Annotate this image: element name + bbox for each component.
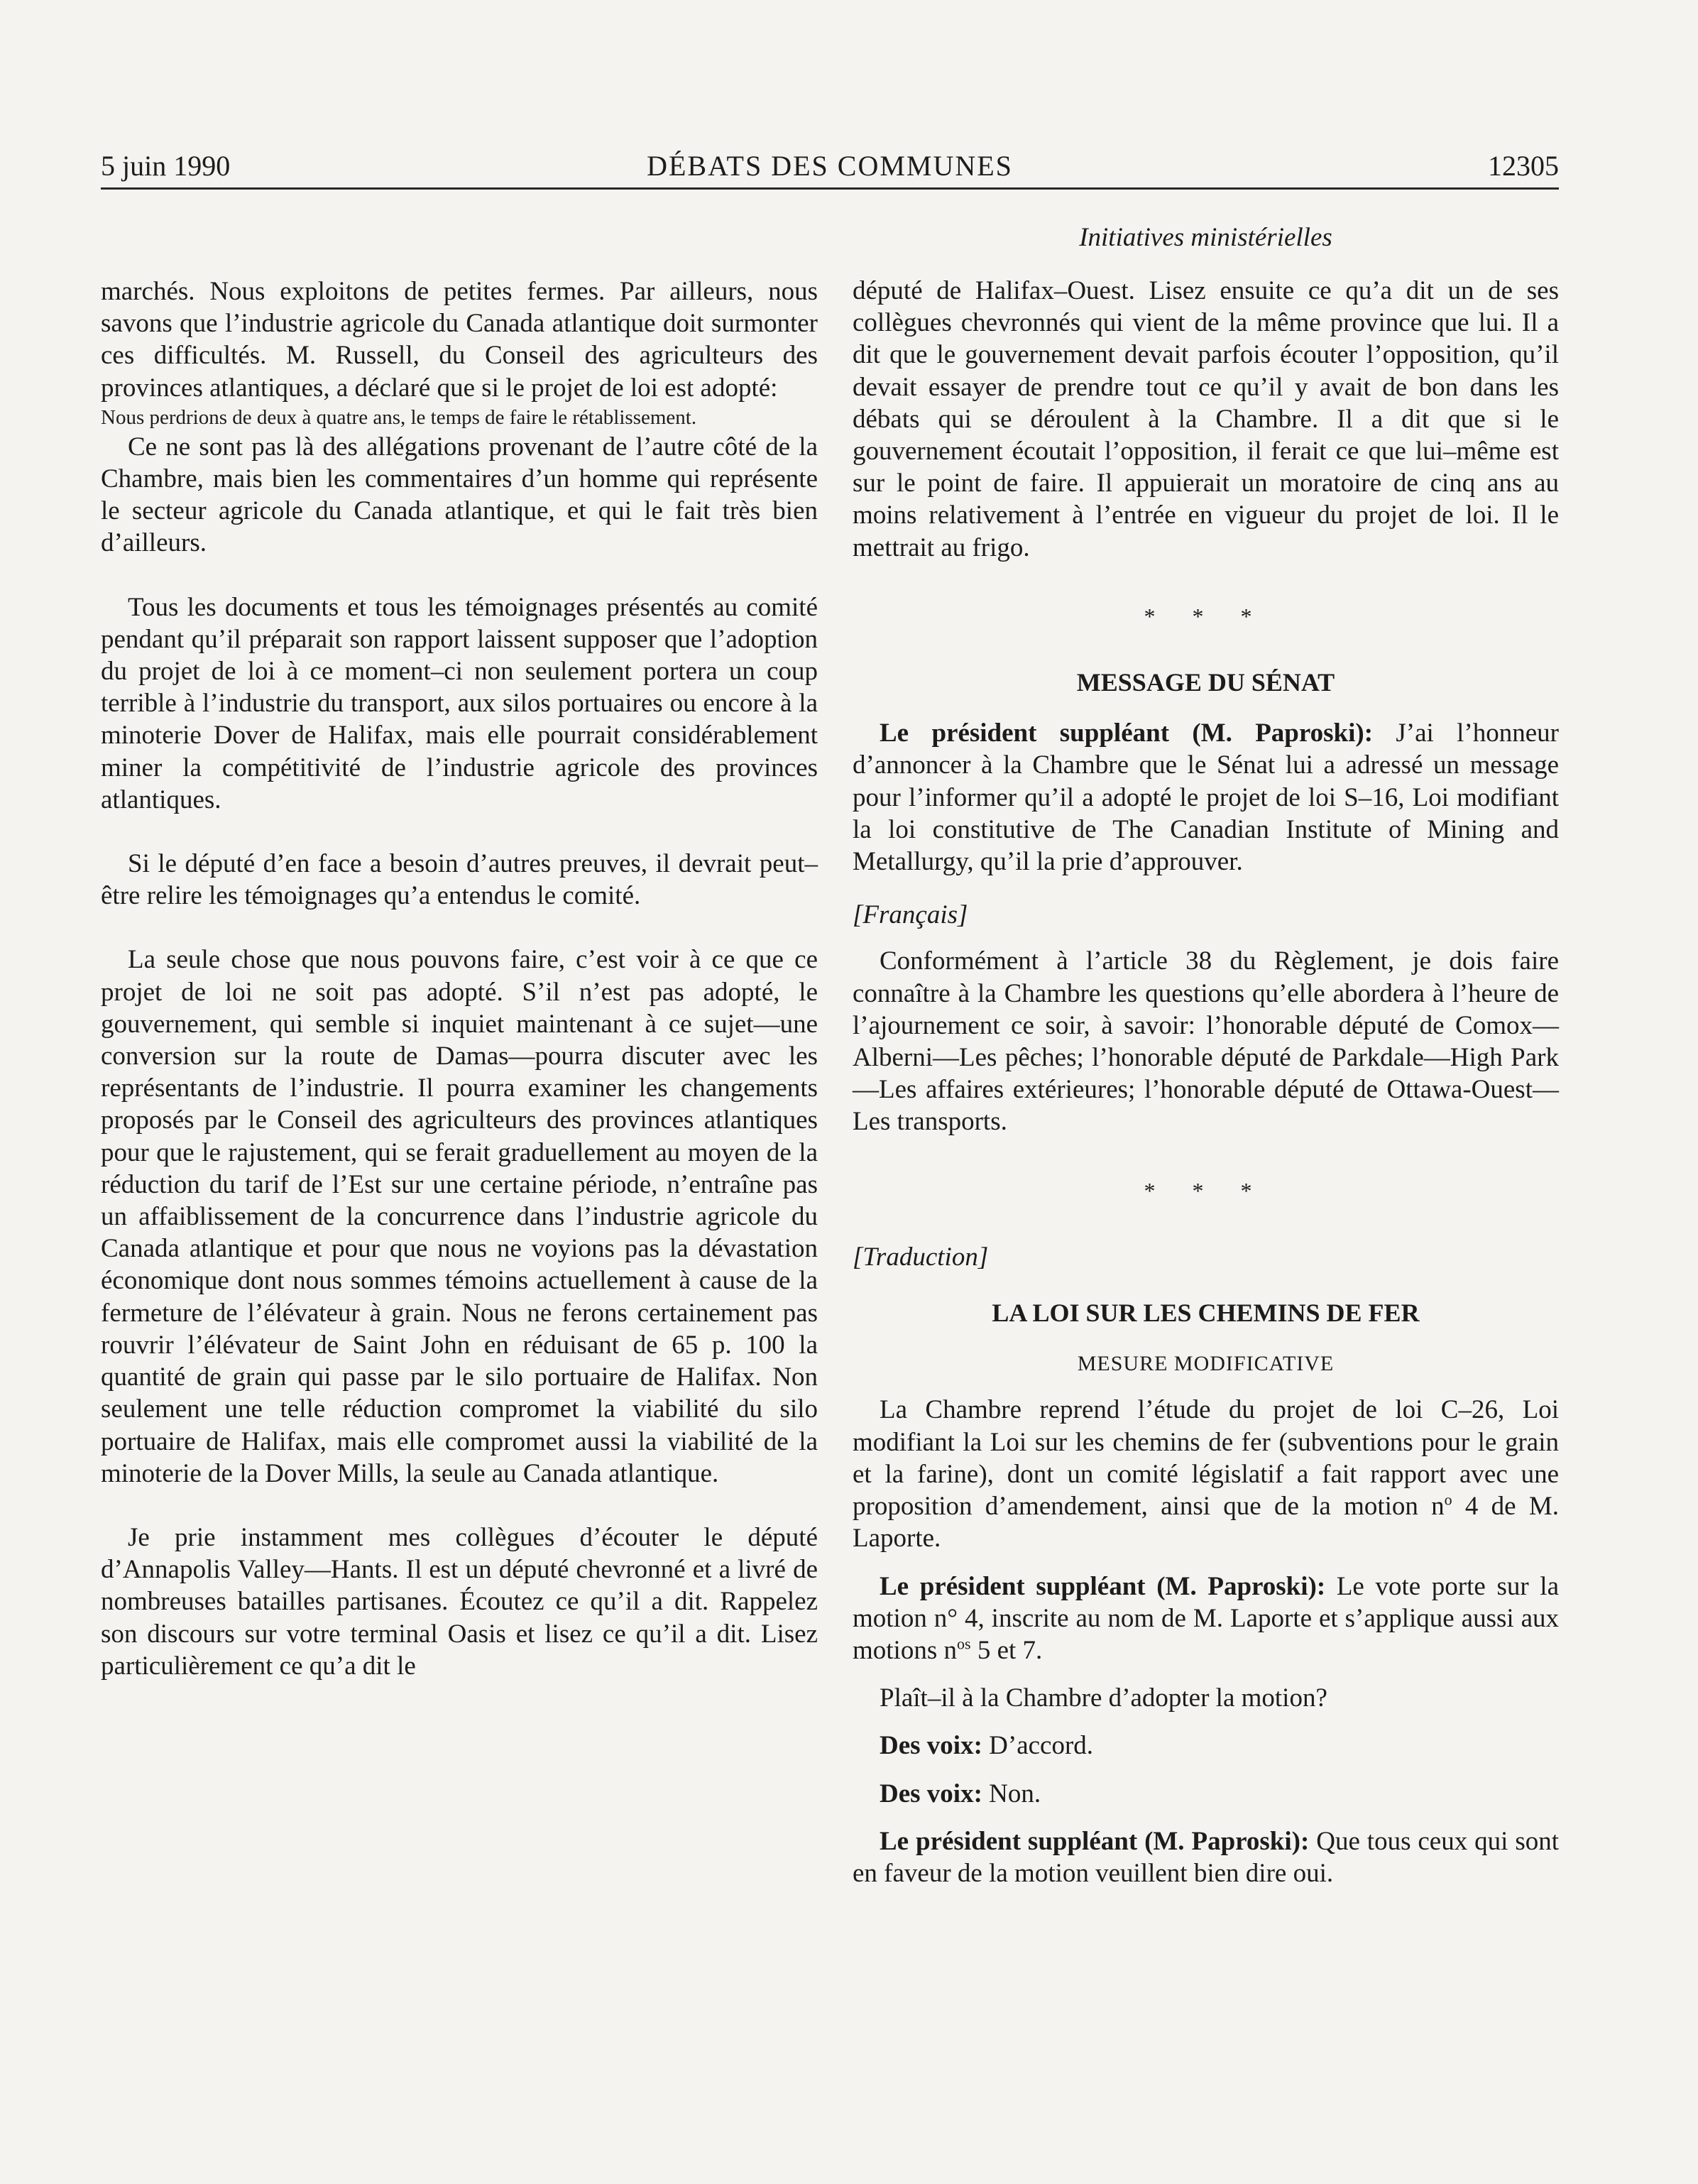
speech-text: Non. bbox=[989, 1779, 1041, 1808]
left-column bbox=[101, 275, 818, 1682]
paragraph bbox=[853, 1394, 1559, 1554]
speaker-name: Le président suppléant (M. Paproski): bbox=[880, 1571, 1326, 1601]
paragraph bbox=[853, 1730, 1559, 1762]
language-marker: [Traduction] bbox=[853, 1242, 989, 1272]
paragraph bbox=[853, 1571, 1559, 1667]
section-title: LA LOI SUR LES CHEMINS DE FER bbox=[992, 1299, 1420, 1328]
paragraph: Plaît–il à la Chambre d’adopter la motion? bbox=[880, 1683, 1327, 1713]
paragraph: Je prie instamment mes collègues d’écouter le député d’Annapolis Valley—Hants. Il est un député chevronné et a livré de nombreuses batailles partisanes. Écoutez ce qu’il a dit. Rappelez son discours sur votre terminal Oasis et lisez ce qu’il a dit. Lisez particulièrement ce qu’a dit le bbox=[101, 1522, 818, 1681]
section-heading: Initiatives ministérielles bbox=[1079, 223, 1332, 252]
speaker-name: Le président suppléant (M. Paproski): bbox=[880, 719, 1374, 748]
speaker-name: Des voix: bbox=[880, 1731, 982, 1761]
section-separator: * * * bbox=[1144, 1177, 1268, 1203]
speech-text: D’accord. bbox=[989, 1731, 1094, 1761]
speaker-name: Le président suppléant (M. Paproski): bbox=[880, 1826, 1310, 1856]
paragraph: marchés. Nous exploitons de petites fermes. Par ailleurs, nous savons que l’industrie agricole du Canada atlantique doit surmonter ces difficultés. M. Russell, du Conseil des agriculteurs des provinces atlantiques, a déclaré que si le projet de loi est adopté: bbox=[101, 277, 818, 403]
block-quote: Nous perdrions de deux à quatre ans, le temps de faire le rétablissement. bbox=[101, 405, 697, 429]
right-column bbox=[853, 222, 1559, 1889]
section-separator: * * * bbox=[1144, 603, 1268, 629]
speech-text: 5 et 7. bbox=[970, 1635, 1043, 1665]
section-subtitle: MESURE MODIFICATIVE bbox=[1077, 1352, 1335, 1376]
header-title: DÉBATS DES COMMUNES bbox=[647, 150, 1013, 182]
superscript: os bbox=[957, 1634, 971, 1653]
paragraph bbox=[853, 1825, 1559, 1889]
paragraph: Si le député d’en face a besoin d’autres preuves, il devrait peut–être relire les témoignages qu’a entendus le comité. bbox=[101, 849, 818, 911]
header-page-number: 12305 bbox=[1488, 150, 1559, 182]
paragraph: La seule chose que nous pouvons faire, c’est voir à ce que ce projet de loi ne soit pas adopté. S’il n’est pas adopté, le gouvernement, qui semble si inquiet maintenant à ce sujet—une conversion sur la route de Damas—pourra discuter avec les représentants de l’industrie. Il pourra examiner les changements proposés par le Conseil des agriculteurs des provinces atlantiques pour que le rajustement, qui se ferait graduellement au moyen de la réduction du tarif de l’Est sur une certaine période, n’entraîne pas un affaiblissement de la concurrence dans l’industrie agricole du Canada atlantique et pour que nous ne voyions pas la dévastation économique dont nous sommes témoins actuellement à cause de la fermeture de l’élévateur à grain. Nous ne ferons certainement pas rouvrir l’élévateur de Saint John en réduisant de 65 p. 100 la quantité de grain qui passe par le silo portuaire de Halifax. Non seulement une telle réduction compromet la viabilité du silo portuaire de Halifax, mais elle compromet aussi la viabilité de la minoterie de la Dover Mills, la seule au Canada atlantique. bbox=[101, 945, 818, 1488]
header-date: 5 juin 1990 bbox=[101, 150, 231, 182]
paragraph: Tous les documents et tous les témoignages présentés au comité pendant qu’il préparait son rapport laissent supposer que l’adoption du projet de loi à ce moment–ci non seulement portera un coup terrible à l’industrie du transport, aux silos portuaires ou encore à la minoterie Dover de Halifax, mais elle pourrait considérablement miner la compétitivité de l’industrie agricole des provinces atlantiques. bbox=[101, 592, 818, 814]
speech-text: J’ai l’honneur d’annoncer à la Chambre que le Sénat lui a adressé un message pour l’informer qu’il a adopté le projet de loi S–16, Loi modifiant la loi constitutive de The Canadian Institute of Mining and Metallurgy, qu’il la prie d’approuver. bbox=[853, 719, 1559, 877]
section-title: MESSAGE DU SÉNAT bbox=[1076, 668, 1335, 697]
paragraph bbox=[853, 717, 1559, 878]
text: La Chambre reprend l’étude du projet de loi C–26, Loi modifiant la Loi sur les chemins de fer (subventions pour le grain et la farine), dont un comité législatif a fait rapport avec une proposition d’amendement, ainsi que de la motion n bbox=[853, 1395, 1559, 1522]
paragraph: député de Halifax–Ouest. Lisez ensuite ce qu’a dit un de ses collègues chevronnés qui vient de la même province que lui. Il a dit que le gouvernement devait parfois écouter l’opposition, qu’il devait essayer de prendre tout ce qu’il y avait de bon dans les débats qui se déroulent à la Chambre. Il a dit que si le gouvernement écoutait l’opposition, il ferait ce que lui–même est sur le point de faire. Il appuierait un moratoire de cinq ans au moins relativement à l’entrée en vigueur du projet de loi. Il le mettrait au frigo. bbox=[853, 276, 1559, 562]
language-marker: [Français] bbox=[853, 900, 968, 930]
superscript: o bbox=[1444, 1490, 1452, 1509]
paragraph bbox=[853, 1778, 1559, 1810]
speech-text: Que tous ceux qui sont en faveur de la motion veuillent bien dire oui. bbox=[853, 1826, 1560, 1888]
paragraph: Conformément à l’article 38 du Règlement, je dois faire connaître à la Chambre les questions qu’elle abordera à l’heure de l’ajournement ce soir, à savoir: l’honorable député de Comox—Alberni—Les pêches; l’honorable député de Parkdale—High Park—Les affaires extérieures; l’honorable député de Ottawa-Ouest—Les transports. bbox=[853, 946, 1559, 1137]
paragraph: Ce ne sont pas là des allégations provenant de l’autre côté de la Chambre, mais bien les commentaires d’un homme qui représente le secteur agricole du Canada atlantique, et qui le fait très bien d’ailleurs. bbox=[101, 432, 818, 558]
page-header bbox=[101, 145, 1559, 190]
text: 4 de M. Laporte. bbox=[853, 1492, 1559, 1554]
speaker-name: Des voix: bbox=[880, 1779, 982, 1808]
speech-text: Le vote porte sur la motion n° 4, inscrite au nom de M. Laporte et s’applique aussi aux motions n bbox=[853, 1571, 1560, 1665]
